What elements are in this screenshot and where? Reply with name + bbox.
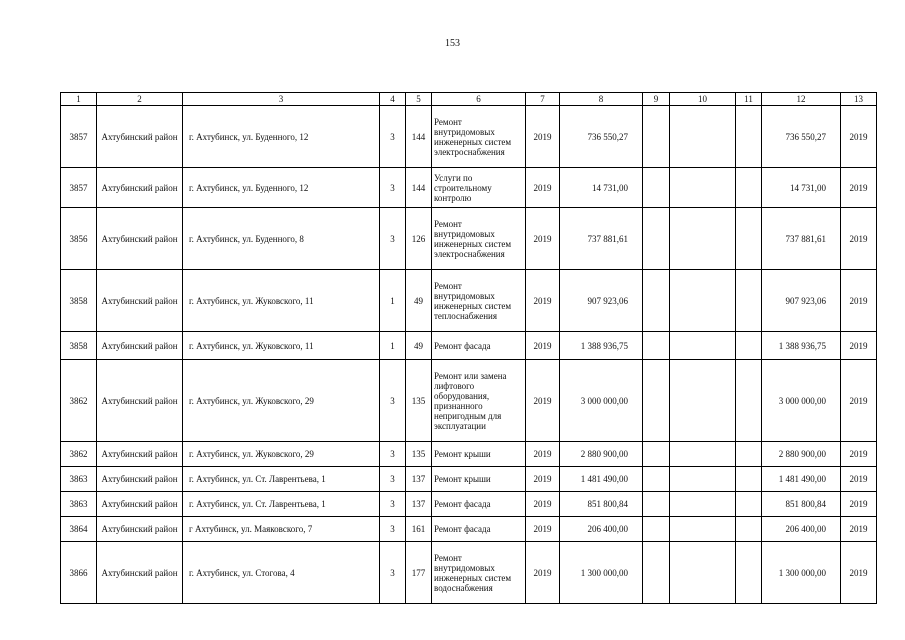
col12-cost-cell: 736 550,27	[762, 106, 841, 168]
address-cell: г. Ахтубинск, ул. Ст. Лаврентьева, 1	[183, 492, 380, 517]
row-id: 3862	[61, 360, 97, 442]
district-cell: Ахтубинский район	[97, 517, 183, 542]
district-cell: Ахтубинский район	[97, 467, 183, 492]
col12-cost-cell: 851 800,84	[762, 492, 841, 517]
col11-cell	[736, 542, 762, 604]
col13-year-cell: 2019	[841, 208, 877, 270]
col9-cell	[643, 517, 670, 542]
total-cost-cell: 14 731,00	[560, 168, 643, 208]
year-cell: 2019	[526, 442, 560, 467]
col5-cell: 49	[406, 270, 432, 332]
col13-year-cell: 2019	[841, 517, 877, 542]
work-type-cell: Ремонт фасада	[432, 492, 526, 517]
year-cell: 2019	[526, 542, 560, 604]
row-id: 3864	[61, 517, 97, 542]
district-cell: Ахтубинский район	[97, 332, 183, 360]
address-cell: г Ахтубинск, ул. Маяковского, 7	[183, 517, 380, 542]
column-header-12: 12	[762, 93, 841, 106]
district-cell: Ахтубинский район	[97, 168, 183, 208]
total-cost-cell: 737 881,61	[560, 208, 643, 270]
address-cell: г. Ахтубинск, ул. Жуковского, 29	[183, 360, 380, 442]
col5-cell: 49	[406, 332, 432, 360]
work-type-cell: Ремонт внутридомовых инженерных систем теплоснабжения	[432, 270, 526, 332]
table-body	[61, 106, 877, 604]
total-cost-cell: 907 923,06	[560, 270, 643, 332]
table-row	[61, 360, 877, 442]
page-number: 153	[445, 38, 460, 49]
col5-cell: 137	[406, 492, 432, 517]
year-cell: 2019	[526, 360, 560, 442]
col10-cell	[670, 360, 736, 442]
year-cell: 2019	[526, 168, 560, 208]
address-cell: г. Ахтубинск, ул. Буденного, 12	[183, 106, 380, 168]
address-cell: г. Ахтубинск, ул. Буденного, 8	[183, 208, 380, 270]
col10-cell	[670, 517, 736, 542]
col10-cell	[670, 442, 736, 467]
col5-cell: 135	[406, 442, 432, 467]
work-type-cell: Ремонт крыши	[432, 442, 526, 467]
work-type-cell: Ремонт фасада	[432, 332, 526, 360]
col11-cell	[736, 208, 762, 270]
col4-cell: 1	[380, 332, 406, 360]
col11-cell	[736, 106, 762, 168]
row-id: 3857	[61, 168, 97, 208]
district-cell: Ахтубинский район	[97, 270, 183, 332]
column-header-2: 2	[97, 93, 183, 106]
row-id: 3863	[61, 492, 97, 517]
year-cell: 2019	[526, 270, 560, 332]
col10-cell	[670, 106, 736, 168]
district-cell: Ахтубинский район	[97, 208, 183, 270]
col9-cell	[643, 542, 670, 604]
col9-cell	[643, 168, 670, 208]
col12-cost-cell: 1 388 936,75	[762, 332, 841, 360]
column-header-7: 7	[526, 93, 560, 106]
col12-cost-cell: 907 923,06	[762, 270, 841, 332]
col4-cell: 3	[380, 168, 406, 208]
table-row	[61, 467, 877, 492]
col9-cell	[643, 270, 670, 332]
column-number-row	[61, 93, 877, 106]
row-id: 3862	[61, 442, 97, 467]
district-cell: Ахтубинский район	[97, 542, 183, 604]
col10-cell	[670, 492, 736, 517]
col11-cell	[736, 517, 762, 542]
table-row	[61, 270, 877, 332]
col12-cost-cell: 1 300 000,00	[762, 542, 841, 604]
col11-cell	[736, 442, 762, 467]
col12-cost-cell: 3 000 000,00	[762, 360, 841, 442]
col4-cell: 1	[380, 270, 406, 332]
col9-cell	[643, 360, 670, 442]
col4-cell: 3	[380, 492, 406, 517]
col13-year-cell: 2019	[841, 332, 877, 360]
column-header-8: 8	[560, 93, 643, 106]
total-cost-cell: 3 000 000,00	[560, 360, 643, 442]
col9-cell	[643, 106, 670, 168]
col13-year-cell: 2019	[841, 492, 877, 517]
table-row	[61, 442, 877, 467]
year-cell: 2019	[526, 106, 560, 168]
col4-cell: 3	[380, 442, 406, 467]
work-type-cell: Услуги по строительному контролю	[432, 168, 526, 208]
col12-cost-cell: 206 400,00	[762, 517, 841, 542]
col13-year-cell: 2019	[841, 442, 877, 467]
work-type-cell: Ремонт крыши	[432, 467, 526, 492]
table-row	[61, 168, 877, 208]
col12-cost-cell: 737 881,61	[762, 208, 841, 270]
column-header-11: 11	[736, 93, 762, 106]
table-row	[61, 208, 877, 270]
col10-cell	[670, 542, 736, 604]
col11-cell	[736, 492, 762, 517]
col11-cell	[736, 332, 762, 360]
table-row	[61, 332, 877, 360]
work-type-cell: Ремонт фасада	[432, 517, 526, 542]
work-type-cell: Ремонт или замена лифтового оборудования, признанного непригодным для эксплуатации	[432, 360, 526, 442]
address-cell: г. Ахтубинск, ул. Буденного, 12	[183, 168, 380, 208]
total-cost-cell: 736 550,27	[560, 106, 643, 168]
col9-cell	[643, 332, 670, 360]
column-header-6: 6	[432, 93, 526, 106]
col5-cell: 137	[406, 467, 432, 492]
row-id: 3856	[61, 208, 97, 270]
row-id: 3866	[61, 542, 97, 604]
row-id: 3863	[61, 467, 97, 492]
column-header-1: 1	[61, 93, 97, 106]
col9-cell	[643, 467, 670, 492]
row-id: 3858	[61, 332, 97, 360]
col4-cell: 3	[380, 542, 406, 604]
col13-year-cell: 2019	[841, 467, 877, 492]
district-cell: Ахтубинский район	[97, 442, 183, 467]
col5-cell: 126	[406, 208, 432, 270]
row-id: 3858	[61, 270, 97, 332]
total-cost-cell: 1 300 000,00	[560, 542, 643, 604]
column-header-13: 13	[841, 93, 877, 106]
total-cost-cell: 1 388 936,75	[560, 332, 643, 360]
col5-cell: 135	[406, 360, 432, 442]
col13-year-cell: 2019	[841, 360, 877, 442]
table-row	[61, 492, 877, 517]
col4-cell: 3	[380, 517, 406, 542]
col5-cell: 144	[406, 168, 432, 208]
work-type-cell: Ремонт внутридомовых инженерных систем водоснабжения	[432, 542, 526, 604]
address-cell: г. Ахтубинск, ул. Жуковского, 11	[183, 270, 380, 332]
col10-cell	[670, 168, 736, 208]
col10-cell	[670, 332, 736, 360]
total-cost-cell: 2 880 900,00	[560, 442, 643, 467]
col13-year-cell: 2019	[841, 106, 877, 168]
address-cell: г. Ахтубинск, ул. Ст. Лаврентьева, 1	[183, 467, 380, 492]
col4-cell: 3	[380, 106, 406, 168]
col12-cost-cell: 14 731,00	[762, 168, 841, 208]
col12-cost-cell: 1 481 490,00	[762, 467, 841, 492]
total-cost-cell: 851 800,84	[560, 492, 643, 517]
col4-cell: 3	[380, 360, 406, 442]
year-cell: 2019	[526, 467, 560, 492]
district-cell: Ахтубинский район	[97, 106, 183, 168]
col4-cell: 3	[380, 208, 406, 270]
year-cell: 2019	[526, 332, 560, 360]
total-cost-cell: 1 481 490,00	[560, 467, 643, 492]
col9-cell	[643, 492, 670, 517]
col10-cell	[670, 208, 736, 270]
col11-cell	[736, 270, 762, 332]
year-cell: 2019	[526, 208, 560, 270]
address-cell: г. Ахтубинск, ул. Стогова, 4	[183, 542, 380, 604]
table-row	[61, 106, 877, 168]
table-row	[61, 542, 877, 604]
address-cell: г. Ахтубинск, ул. Жуковского, 29	[183, 442, 380, 467]
col5-cell: 161	[406, 517, 432, 542]
total-cost-cell: 206 400,00	[560, 517, 643, 542]
address-cell: г. Ахтубинск, ул. Жуковского, 11	[183, 332, 380, 360]
table-row	[61, 517, 877, 542]
district-cell: Ахтубинский район	[97, 360, 183, 442]
column-header-10: 10	[670, 93, 736, 106]
work-type-cell: Ремонт внутридомовых инженерных систем электроснабжения	[432, 208, 526, 270]
col10-cell	[670, 270, 736, 332]
col13-year-cell: 2019	[841, 542, 877, 604]
district-cell: Ахтубинский район	[97, 492, 183, 517]
col13-year-cell: 2019	[841, 270, 877, 332]
col4-cell: 3	[380, 467, 406, 492]
column-header-4: 4	[380, 93, 406, 106]
year-cell: 2019	[526, 517, 560, 542]
col9-cell	[643, 208, 670, 270]
col11-cell	[736, 168, 762, 208]
col9-cell	[643, 442, 670, 467]
column-header-5: 5	[406, 93, 432, 106]
col5-cell: 144	[406, 106, 432, 168]
col11-cell	[736, 360, 762, 442]
col13-year-cell: 2019	[841, 168, 877, 208]
column-header-9: 9	[643, 93, 670, 106]
repair-program-table	[60, 92, 877, 604]
column-header-3: 3	[183, 93, 380, 106]
col12-cost-cell: 2 880 900,00	[762, 442, 841, 467]
year-cell: 2019	[526, 492, 560, 517]
row-id: 3857	[61, 106, 97, 168]
col5-cell: 177	[406, 542, 432, 604]
work-type-cell: Ремонт внутридомовых инженерных систем электроснабжения	[432, 106, 526, 168]
col11-cell	[736, 467, 762, 492]
col10-cell	[670, 467, 736, 492]
